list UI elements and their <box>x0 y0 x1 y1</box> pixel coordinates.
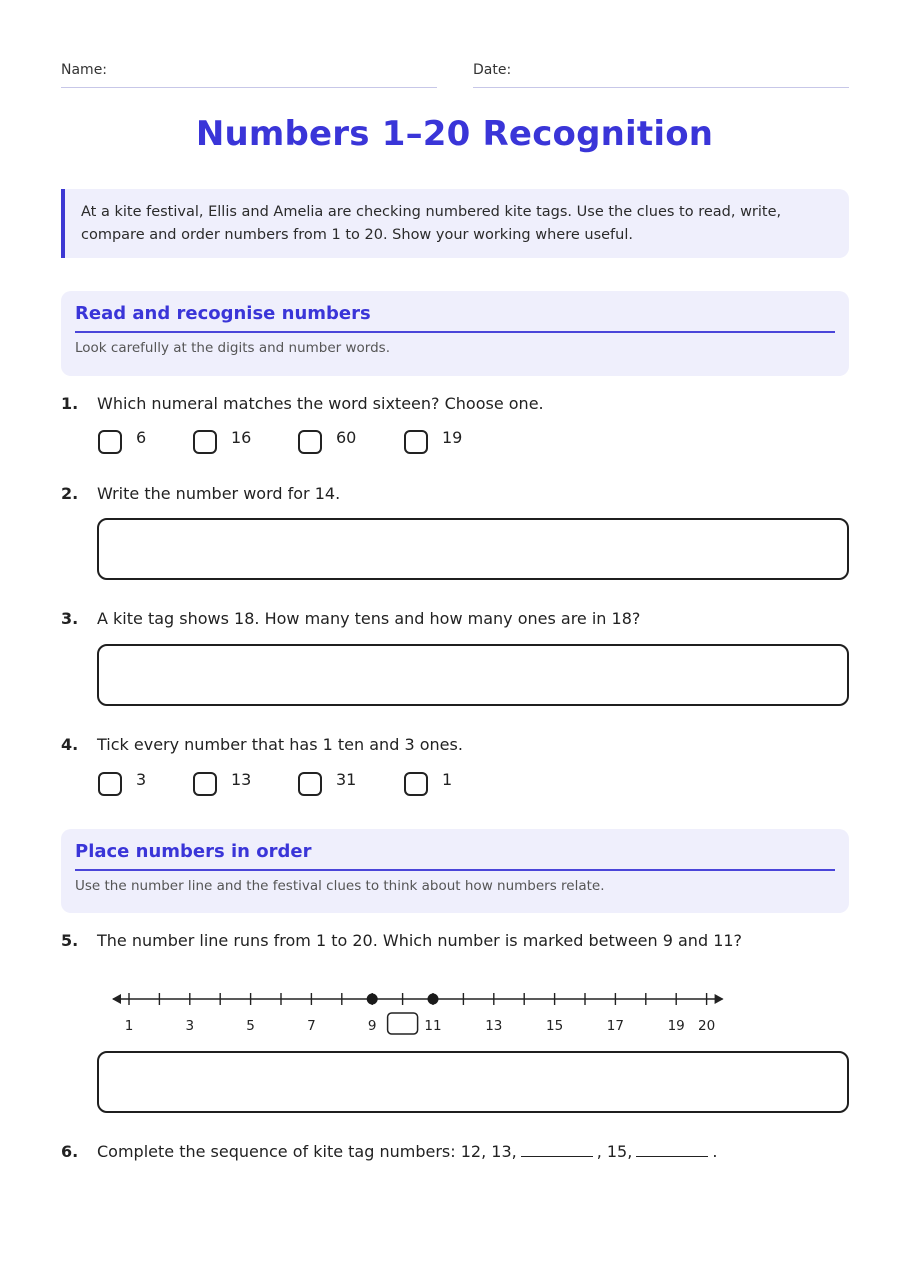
checkbox[interactable] <box>193 772 217 796</box>
question-text: A kite tag shows 18. How many tens and how many ones are in 18? <box>97 609 641 628</box>
section-place-order <box>61 829 849 913</box>
arrow-right-icon <box>715 994 724 1004</box>
tick-label-11: 11 <box>424 1018 442 1034</box>
tick-label-13: 13 <box>485 1018 503 1034</box>
checkbox[interactable] <box>98 772 122 796</box>
tick-label-1: 1 <box>124 1018 134 1034</box>
name-line[interactable] <box>61 87 437 88</box>
blank-16[interactable] <box>636 1142 708 1157</box>
checkbox[interactable] <box>404 430 428 454</box>
question-number: 1. <box>61 394 79 413</box>
intro-callout <box>61 189 849 258</box>
question-number: 2. <box>61 484 79 503</box>
question-number: 3. <box>61 609 79 628</box>
option-label: 6 <box>136 428 147 447</box>
tick-label-15: 15 <box>546 1018 564 1034</box>
option-label: 13 <box>231 770 252 789</box>
checkbox[interactable] <box>404 772 428 796</box>
sequence-mid: , 15, <box>596 1142 633 1161</box>
question-number: 5. <box>61 931 79 950</box>
name-label: Name: <box>61 62 108 78</box>
option-label: 16 <box>231 428 252 447</box>
page-title: Numbers 1–20 Recognition <box>195 114 714 154</box>
question-number: 4. <box>61 735 79 754</box>
question-text: Which numeral matches the word sixteen? Choose one. <box>97 394 544 413</box>
tick-label-5: 5 <box>246 1018 255 1034</box>
question-text-sequence <box>97 1142 717 1161</box>
missing-number-box <box>388 1013 418 1034</box>
option-label: 1 <box>442 770 453 789</box>
answer-box-q2[interactable] <box>97 518 849 580</box>
tick-label-17: 17 <box>606 1018 624 1034</box>
blank-14[interactable] <box>521 1142 593 1157</box>
intro-text: At a kite festival, Ellis and Amelia are checking numbered kite tags. Use the clues to read, write, compare and order numbers from 1 to 20. Show your working where useful. <box>81 204 782 243</box>
checkbox[interactable] <box>298 772 322 796</box>
question-text: The number line runs from 1 to 20. Which number is marked between 9 and 11? <box>97 931 743 950</box>
option-label: 60 <box>336 428 357 447</box>
tick-label-20: 20 <box>698 1018 716 1034</box>
section-subtitle: Look carefully at the digits and number words. <box>75 340 390 356</box>
date-label: Date: <box>473 62 512 78</box>
option-label: 3 <box>136 770 147 789</box>
section-title: Read and recognise numbers <box>75 291 835 333</box>
answer-box-q5[interactable] <box>97 1051 849 1113</box>
checkbox[interactable] <box>98 430 122 454</box>
number-line <box>0 980 909 1040</box>
question-text: Tick every number that has 1 ten and 3 ones. <box>97 735 463 754</box>
arrow-left-icon <box>112 994 121 1004</box>
question-number: 6. <box>61 1142 79 1161</box>
option-label: 31 <box>336 770 357 789</box>
date-line[interactable] <box>473 87 849 88</box>
section-read-recognise <box>61 291 849 376</box>
marked-point-11 <box>428 994 439 1005</box>
option-label: 19 <box>442 428 463 447</box>
sequence-end: . <box>712 1142 718 1161</box>
marked-point-9 <box>367 994 378 1005</box>
tick-label-7: 7 <box>307 1018 316 1034</box>
answer-box-q3[interactable] <box>97 644 849 706</box>
section-subtitle: Use the number line and the festival clues to think about how numbers relate. <box>75 878 605 894</box>
question-text: Write the number word for 14. <box>97 484 341 503</box>
section-title: Place numbers in order <box>75 829 835 871</box>
sequence-start: Complete the sequence of kite tag numbers: 12, 13, <box>97 1142 517 1161</box>
tick-label-9: 9 <box>367 1018 377 1034</box>
checkbox[interactable] <box>298 430 322 454</box>
checkbox[interactable] <box>193 430 217 454</box>
tick-label-19: 19 <box>667 1018 685 1034</box>
tick-label-3: 3 <box>185 1018 195 1034</box>
